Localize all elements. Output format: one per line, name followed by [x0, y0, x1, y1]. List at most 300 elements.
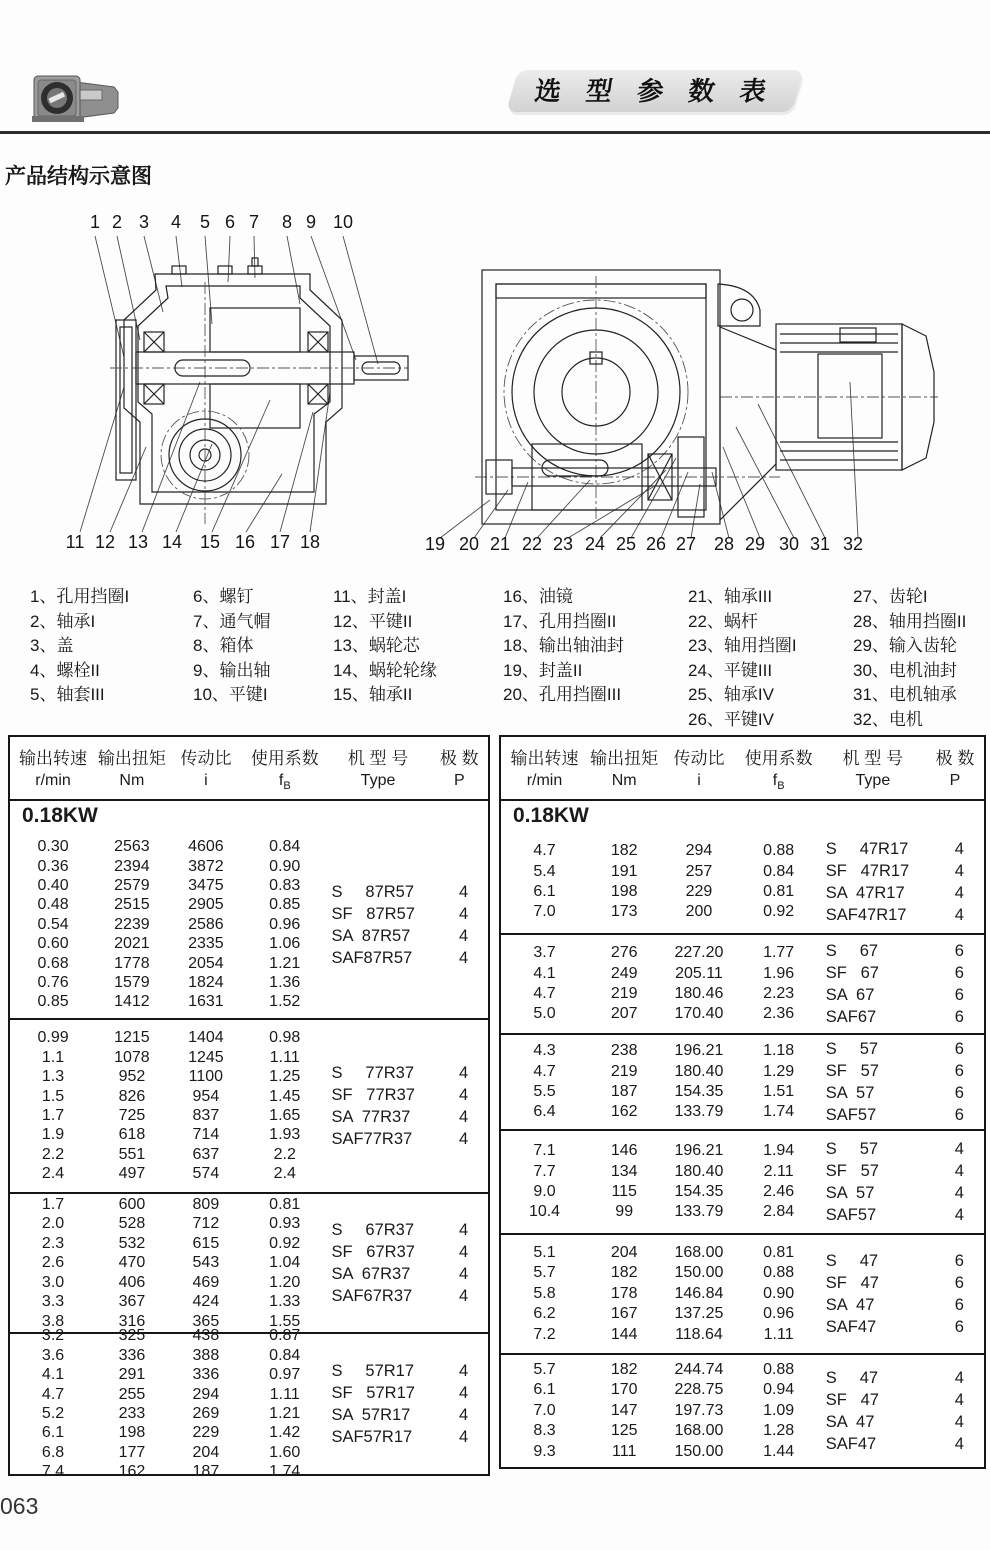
table-cell: 2.3	[41, 1234, 65, 1252]
table-cell: 1.96	[763, 964, 795, 982]
column-unit: i	[204, 771, 208, 789]
table-cell: 3872	[188, 857, 224, 875]
part-item: 9、输出轴	[193, 660, 271, 680]
type-label: SAF47R17	[825, 906, 907, 924]
table-row	[10, 1234, 325, 1253]
table-cell: 4606	[188, 838, 224, 856]
type-label: SAF77R37	[331, 1130, 413, 1148]
pole-value: 4	[459, 1086, 469, 1104]
table-row	[10, 895, 325, 914]
table-cell: 255	[118, 1385, 146, 1403]
table-cell: 1.21	[269, 1405, 301, 1422]
table-cell: 219	[610, 1062, 638, 1080]
pole-value: 4	[459, 1130, 469, 1148]
table-cell: 1579	[114, 974, 150, 992]
table-cell: 837	[192, 1107, 220, 1124]
column-header: 使用系数	[744, 748, 813, 768]
table-section	[501, 1033, 984, 1129]
table-cell: 2239	[114, 915, 150, 933]
table-cell: 5.4	[533, 862, 556, 880]
table-row	[10, 1048, 325, 1067]
data-rows	[10, 1020, 325, 1192]
table-cell: 6.8	[41, 1443, 65, 1461]
table-cell: 1.21	[269, 954, 301, 972]
table-cell: 0.99	[37, 1029, 69, 1047]
pole-value: 4	[459, 1406, 469, 1424]
table-cell: 7.2	[533, 1325, 556, 1343]
table-cell: 294	[192, 1385, 220, 1403]
table-cell: 187	[192, 1463, 220, 1481]
callout-number: 27	[675, 534, 697, 554]
table-cell: 714	[192, 1126, 220, 1144]
table-row	[501, 1202, 820, 1222]
table-cell: 316	[118, 1312, 146, 1330]
table-cell: 118.64	[675, 1325, 723, 1343]
pole-value: 6	[954, 1084, 964, 1102]
table-row	[10, 1273, 325, 1292]
table-cell: 205.11	[675, 964, 723, 982]
column-header: 输出转速	[19, 748, 88, 768]
pole-value: 6	[954, 1106, 964, 1124]
type-label: SAF57	[825, 1206, 877, 1224]
table-sections	[10, 831, 488, 1481]
table-cell: 233	[118, 1405, 146, 1422]
type-label: S 67	[825, 942, 879, 960]
table-cell: 3.3	[41, 1293, 65, 1311]
table-cell: 229	[192, 1424, 220, 1442]
data-rows	[501, 1235, 820, 1353]
power-label: 0.18KW	[513, 804, 589, 827]
table-cell: 1.77	[763, 944, 795, 962]
table-cell: 2.84	[763, 1203, 795, 1221]
table-cell: 4.7	[533, 985, 556, 1002]
table-row	[10, 1443, 325, 1462]
parts-column	[853, 585, 966, 732]
table-cell: 5.1	[533, 1243, 556, 1261]
table-cell: 1100	[188, 1068, 224, 1086]
parts-column	[333, 585, 437, 708]
table-cell: 725	[118, 1107, 146, 1124]
selection-table-left	[8, 735, 490, 1481]
table-cell: 162	[118, 1463, 146, 1481]
table-cell: 125	[610, 1422, 638, 1440]
part-item: 6、螺钉	[193, 587, 254, 606]
part-item: 4、螺栓II	[30, 660, 100, 680]
pole-value: 4	[954, 906, 964, 924]
table-cell: 637	[192, 1145, 220, 1163]
table-row	[501, 964, 820, 984]
type-label: S 67R37	[331, 1221, 415, 1239]
type-label: SF 67	[825, 964, 879, 982]
table-cell: 6.2	[533, 1305, 556, 1323]
table-row	[501, 841, 820, 861]
type-label: SAF47	[825, 1318, 877, 1336]
table-row	[10, 1195, 325, 1214]
table-cell: 204	[610, 1243, 638, 1261]
table-row	[10, 973, 325, 992]
table-section	[10, 1018, 488, 1192]
table-cell: 187	[610, 1083, 638, 1100]
table-cell: 99	[615, 1203, 634, 1221]
part-item: 13、蜗轮芯	[333, 636, 420, 655]
table-cell: 0.84	[269, 1346, 301, 1364]
table-cell: 162	[610, 1103, 638, 1121]
pole-value: 4	[459, 948, 469, 967]
type-block	[820, 1035, 984, 1129]
table-cell: 1078	[114, 1048, 150, 1066]
table-cell: 150.00	[674, 1442, 724, 1460]
table-cell: 551	[118, 1145, 146, 1163]
type-row	[325, 1106, 488, 1128]
part-item: 22、蜗杆	[688, 611, 758, 631]
part-item: 7、通气帽	[193, 611, 271, 631]
table-row	[10, 1423, 325, 1442]
table-cell: 1.11	[763, 1325, 794, 1343]
table-cell: 137.25	[674, 1305, 724, 1323]
table-row	[501, 1421, 820, 1441]
pole-value: 4	[459, 1428, 469, 1446]
pole-value: 4	[954, 1206, 964, 1224]
table-section	[501, 1129, 984, 1233]
table-cell: 336	[192, 1366, 220, 1384]
table-cell: 4.1	[41, 1366, 65, 1384]
table-cell: 291	[118, 1366, 146, 1384]
callout-number: 32	[842, 534, 864, 554]
table-cell: 6.1	[41, 1424, 65, 1442]
table-cell: 0.92	[269, 1234, 301, 1252]
table-row	[10, 1106, 325, 1125]
callout-number: 21	[489, 534, 511, 554]
table-cell: 1.65	[269, 1107, 301, 1124]
table-cell: 146	[610, 1142, 638, 1160]
data-rows	[501, 1355, 820, 1467]
type-row	[325, 1062, 488, 1084]
pole-value: 4	[954, 1435, 964, 1453]
pole-value: 4	[459, 1064, 469, 1082]
table-row	[501, 1263, 820, 1283]
type-row	[820, 904, 984, 926]
callout-number: 10	[332, 212, 354, 232]
table-cell: 191	[610, 862, 638, 880]
table-cell: 424	[192, 1293, 220, 1311]
part-item: 20、孔用挡圈III	[503, 685, 622, 704]
type-block	[820, 1235, 984, 1353]
table-cell: 7.0	[533, 1401, 556, 1419]
pole-value: 4	[459, 1243, 469, 1261]
callout-number: 8	[281, 212, 293, 232]
type-label: SF 57R17	[331, 1384, 415, 1402]
table-cell: 2.4	[41, 1165, 65, 1183]
type-row	[820, 1082, 984, 1104]
part-item: 28、轴用挡圈II	[853, 611, 967, 631]
table-cell: 0.81	[763, 883, 795, 900]
type-label: SF 57	[825, 1162, 879, 1180]
table-cell: 2335	[188, 935, 224, 953]
callout-number: 24	[584, 534, 606, 554]
type-label: SF 57	[825, 1062, 879, 1080]
type-label: S 47R17	[825, 840, 909, 858]
type-block	[820, 831, 984, 933]
table-section	[10, 1192, 488, 1332]
callout-number: 13	[127, 532, 149, 552]
table-cell: 0.90	[269, 857, 301, 875]
table-cell: 6.1	[533, 883, 556, 900]
pole-value: 4	[459, 1362, 469, 1380]
part-item: 32、电机	[853, 709, 923, 729]
table-section	[10, 1327, 488, 1481]
table-cell: 0.68	[37, 954, 69, 972]
part-item: 14、蜗轮轮缘	[333, 660, 437, 680]
table-cell: 2.0	[41, 1215, 65, 1233]
table-cell: 5.2	[41, 1405, 65, 1422]
table-cell: 1412	[114, 993, 150, 1011]
table-cell: 182	[610, 842, 638, 860]
table-cell: 2.4	[273, 1165, 296, 1183]
callout-number: 14	[161, 532, 183, 552]
table-cell: 0.93	[269, 1215, 301, 1233]
type-row	[820, 1182, 984, 1204]
table-row	[10, 1462, 325, 1481]
structure-diagram-right	[420, 232, 940, 562]
table-row	[501, 1401, 820, 1421]
column-unit: r/min	[526, 771, 563, 789]
parts-column	[30, 585, 129, 708]
table-cell: 204	[192, 1443, 220, 1461]
part-item: 23、轴用挡圈I	[688, 636, 797, 655]
column-unit: Type	[855, 771, 891, 789]
type-row	[325, 1084, 488, 1106]
type-label: S 57	[825, 1140, 879, 1158]
table-cell: 1.55	[269, 1312, 301, 1330]
table-cell: 4.7	[533, 842, 556, 860]
type-row	[820, 984, 984, 1006]
callout-number: 1	[89, 212, 101, 232]
type-label: SF 47	[825, 1391, 879, 1409]
part-item: 17、孔用挡圈II	[503, 611, 617, 631]
type-row	[325, 1426, 488, 1448]
table-cell: 1.09	[763, 1401, 795, 1419]
table-section	[10, 831, 488, 1018]
table-cell: 228.75	[674, 1381, 724, 1399]
column-unit: P	[453, 771, 465, 789]
table-cell: 574	[192, 1165, 220, 1183]
table-row	[501, 882, 820, 902]
type-row	[820, 1433, 984, 1455]
column-header: 极 数	[439, 748, 479, 768]
callout-number: 26	[645, 534, 667, 554]
type-row	[820, 882, 984, 904]
type-row	[820, 1272, 984, 1294]
table-cell: 497	[118, 1165, 146, 1183]
table-cell: 0.94	[763, 1381, 795, 1399]
table-cell: 1.28	[763, 1422, 795, 1440]
callout-number: 16	[234, 532, 256, 552]
table-row	[10, 992, 325, 1011]
type-row	[820, 1138, 984, 1160]
table-cell: 3.2	[41, 1327, 65, 1345]
table-row	[501, 1102, 820, 1122]
table-cell: 615	[192, 1234, 220, 1252]
table-row	[501, 902, 820, 922]
pole-value: 6	[954, 1318, 964, 1336]
table-cell: 0.60	[37, 935, 69, 953]
data-rows	[10, 831, 325, 1018]
data-rows	[501, 1035, 820, 1129]
type-label: S 57R17	[331, 1362, 415, 1380]
part-item: 10、平键I	[193, 685, 268, 704]
type-row	[325, 1241, 488, 1263]
table-row	[501, 1380, 820, 1400]
banner-title: 选 型 参 数 表	[532, 76, 778, 106]
type-label: SAF67R37	[331, 1287, 413, 1305]
type-label: SA 77R37	[331, 1108, 411, 1126]
table-cell: 1.29	[763, 1062, 795, 1080]
table-cell: 10.4	[528, 1203, 561, 1221]
pole-value: 4	[459, 1384, 469, 1402]
table-cell: 146.84	[674, 1284, 724, 1302]
table-cell: 1.74	[269, 1463, 301, 1481]
table-section	[501, 933, 984, 1033]
table-cell: 269	[192, 1405, 220, 1422]
column-unit: $f_B$	[772, 771, 785, 793]
table-cell: 1824	[188, 974, 224, 992]
part-item: 19、封盖II	[503, 660, 583, 680]
header-row-units	[10, 772, 488, 792]
type-row	[325, 925, 488, 947]
table-cell: 1215	[114, 1029, 150, 1047]
table-cell: 9.3	[533, 1442, 556, 1460]
table-cell: 0.84	[269, 838, 301, 856]
table-row	[10, 1385, 325, 1404]
table-cell: 532	[118, 1234, 146, 1252]
table-cell: 144	[610, 1325, 638, 1343]
table-cell: 198	[610, 883, 638, 900]
part-item: 27、齿轮I	[853, 587, 928, 606]
table-cell: 0.85	[269, 896, 301, 914]
table-cell: 1.18	[763, 1042, 795, 1060]
table-cell: 1.52	[269, 993, 301, 1011]
table-cell: 2.36	[763, 1005, 795, 1023]
table-row	[10, 1292, 325, 1311]
pole-value: 4	[954, 884, 964, 902]
parts-column	[503, 585, 624, 708]
type-label: SAF67	[825, 1008, 877, 1026]
table-row	[501, 1360, 820, 1380]
parts-column	[688, 585, 797, 732]
type-row	[325, 947, 488, 969]
type-label: SAF47	[825, 1435, 877, 1453]
part-item: 30、电机油封	[853, 660, 957, 680]
table-cell: 438	[192, 1327, 220, 1345]
part-item: 16、油镜	[503, 587, 573, 606]
table-cell: 134	[610, 1162, 638, 1180]
table-row	[501, 1182, 820, 1202]
column-unit: Nm	[611, 771, 637, 789]
type-row	[820, 1160, 984, 1182]
callout-number: 4	[170, 212, 182, 232]
type-row	[820, 1411, 984, 1433]
table-cell: 367	[118, 1293, 146, 1311]
type-label: SF 47	[825, 1274, 879, 1292]
table-cell: 0.85	[37, 993, 69, 1011]
table-cell: 470	[118, 1254, 146, 1272]
table-cell: 1.11	[269, 1048, 300, 1066]
table-cell: 1.44	[763, 1442, 795, 1460]
callout-number: 23	[552, 534, 574, 554]
part-item: 24、平键III	[688, 660, 773, 680]
table-cell: 1778	[114, 954, 150, 972]
table-cell: 0.40	[37, 876, 69, 894]
type-label: S 47	[825, 1252, 879, 1270]
table-cell: 1.42	[269, 1424, 301, 1442]
table-cell: 1.04	[269, 1254, 301, 1272]
table-header	[501, 737, 984, 801]
type-label: SA 87R57	[331, 926, 411, 945]
type-block	[325, 1194, 488, 1332]
table-cell: 5.5	[533, 1083, 556, 1100]
table-cell: 0.96	[269, 915, 301, 933]
type-label: SA 57	[825, 1184, 875, 1202]
part-item: 5、轴套III	[30, 685, 105, 704]
part-item: 8、箱体	[193, 636, 254, 655]
left-cover	[116, 320, 136, 480]
type-block	[325, 1020, 488, 1192]
type-row	[820, 940, 984, 962]
type-row	[820, 1294, 984, 1316]
pole-value: 4	[459, 1265, 469, 1283]
table-cell: 406	[118, 1273, 146, 1291]
table-row	[10, 876, 325, 895]
table-cell: 150.00	[674, 1264, 724, 1282]
table-cell: 238	[610, 1042, 638, 1060]
type-label: SA 47R17	[825, 884, 905, 902]
table-section	[501, 1233, 984, 1353]
table-cell: 0.92	[763, 903, 795, 921]
type-row	[325, 881, 488, 903]
selection-table-right	[499, 735, 986, 1469]
type-label: S 77R37	[331, 1064, 415, 1082]
type-row	[820, 860, 984, 882]
column-header: 机 型 号	[347, 748, 409, 768]
table-cell: 5.7	[533, 1360, 556, 1378]
callout-number: 19	[424, 534, 446, 554]
parts-column	[193, 585, 270, 708]
table-row	[501, 1162, 820, 1182]
type-label: S 57	[825, 1040, 879, 1058]
table-cell: 5.7	[533, 1264, 556, 1282]
top-bolts-breather	[172, 258, 262, 274]
table-row	[10, 1326, 325, 1345]
table-row	[501, 1141, 820, 1161]
type-row	[820, 1104, 984, 1126]
table-cell: 229	[685, 883, 713, 900]
gearmotor-logo-image	[26, 66, 122, 130]
mounting-lug	[718, 284, 760, 326]
type-label: SF 67R37	[331, 1243, 415, 1261]
table-cell: 198	[118, 1424, 146, 1442]
table-cell: 1631	[188, 993, 224, 1011]
table-cell: 1.9	[41, 1126, 65, 1144]
table-cell: 4.7	[533, 1062, 556, 1080]
table-row	[10, 1125, 325, 1144]
part-item: 1、孔用挡圈I	[30, 587, 130, 606]
callout-number: 31	[809, 534, 831, 554]
pole-value: 6	[954, 986, 964, 1004]
table-cell: 180.40	[674, 1062, 724, 1080]
type-block	[820, 935, 984, 1033]
callout-number: 20	[458, 534, 480, 554]
column-header: 使用系数	[250, 748, 319, 768]
